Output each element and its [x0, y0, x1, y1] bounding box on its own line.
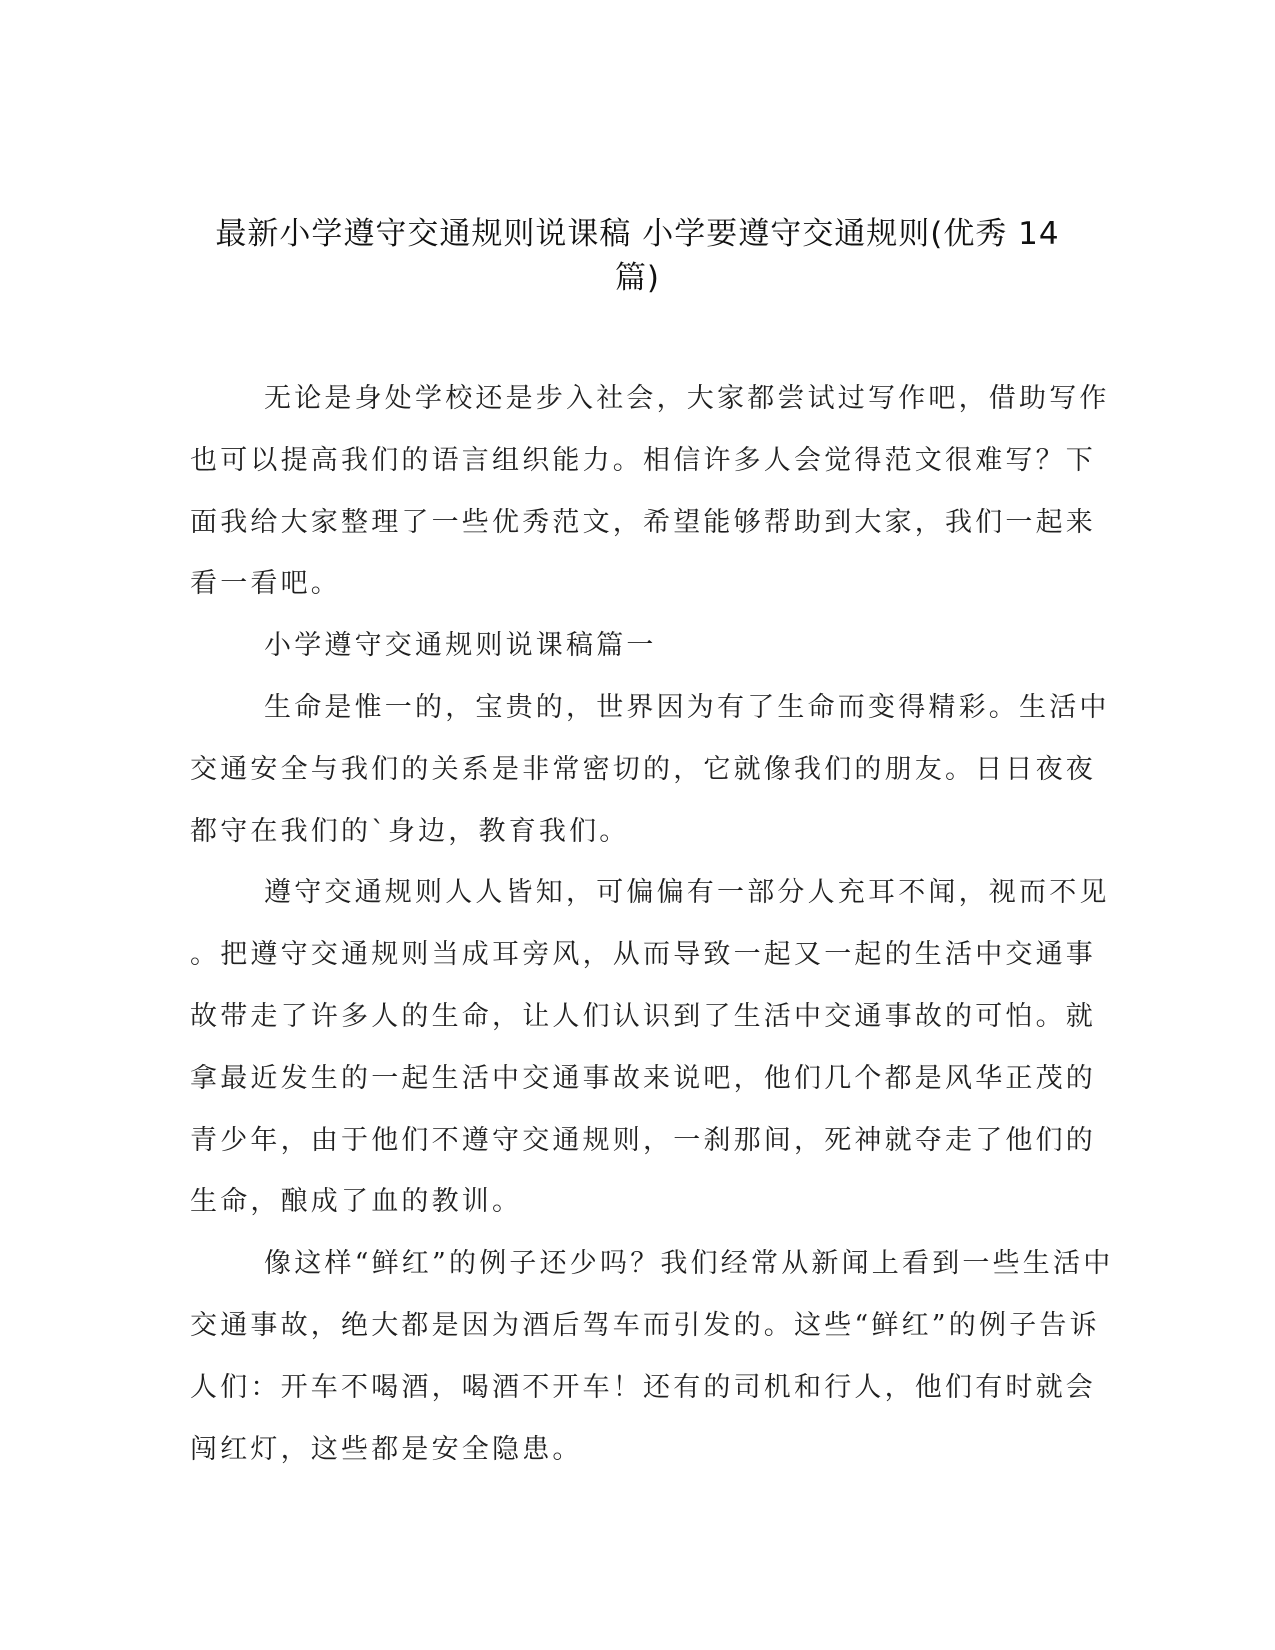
- paragraph-line: 也可以提高我们的语言组织能力。相信许多人会觉得范文很难写？下: [190, 444, 1096, 476]
- document-body: [190, 368, 1114, 1480]
- paragraph-line: 都守在我们的`身边，教育我们。: [190, 815, 630, 847]
- section-heading: 小学遵守交通规则说课稿篇一: [264, 630, 657, 662]
- paragraph-line: 。把遵守交通规则当成耳旁风，从而导致一起又一起的生活中交通事: [190, 939, 1096, 971]
- paragraph-line: 生命是惟一的，宝贵的，世界因为有了生命而变得精彩。生活中: [264, 691, 1110, 723]
- paragraph-line: 闯红灯，这些都是安全隐患。: [190, 1433, 583, 1465]
- paragraph-line: 面我给大家整理了一些优秀范文，希望能够帮助到大家，我们一起来: [190, 506, 1096, 538]
- paragraph-line: 生命，酿成了血的教训。: [190, 1186, 523, 1218]
- document-title: [170, 212, 1105, 300]
- paragraph-line: 故带走了许多人的生命，让人们认识到了生活中交通事故的可怕。就: [190, 1000, 1096, 1032]
- paragraph-line: 交通安全与我们的关系是非常密切的，它就像我们的朋友。日日夜夜: [190, 753, 1096, 785]
- title-line-1: 最新小学遵守交通规则说课稿 小学要遵守交通规则(优秀 14: [215, 216, 1060, 252]
- paragraph-line: 像这样“鲜红”的例子还少吗？我们经常从新闻上看到一些生活中: [264, 1248, 1114, 1280]
- paragraph-line: 拿最近发生的一起生活中交通事故来说吧，他们几个都是风华正茂的: [190, 1062, 1096, 1094]
- paragraph-line: 遵守交通规则人人皆知，可偏偏有一部分人充耳不闻，视而不见: [264, 877, 1110, 909]
- paragraph-line: 交通事故，绝大都是因为酒后驾车而引发的。这些“鲜红”的例子告诉: [190, 1309, 1100, 1341]
- paragraph-line: 青少年，由于他们不遵守交通规则，一刹那间，死神就夺走了他们的: [190, 1124, 1096, 1156]
- paragraph-line: 人们：开车不喝酒，喝酒不开车！还有的司机和行人，他们有时就会: [190, 1371, 1096, 1403]
- paragraph-line: 看一看吧。: [190, 568, 341, 600]
- title-line-2: 篇): [614, 260, 661, 296]
- paragraph-line: 无论是身处学校还是步入社会，大家都尝试过写作吧，借助写作: [264, 383, 1110, 414]
